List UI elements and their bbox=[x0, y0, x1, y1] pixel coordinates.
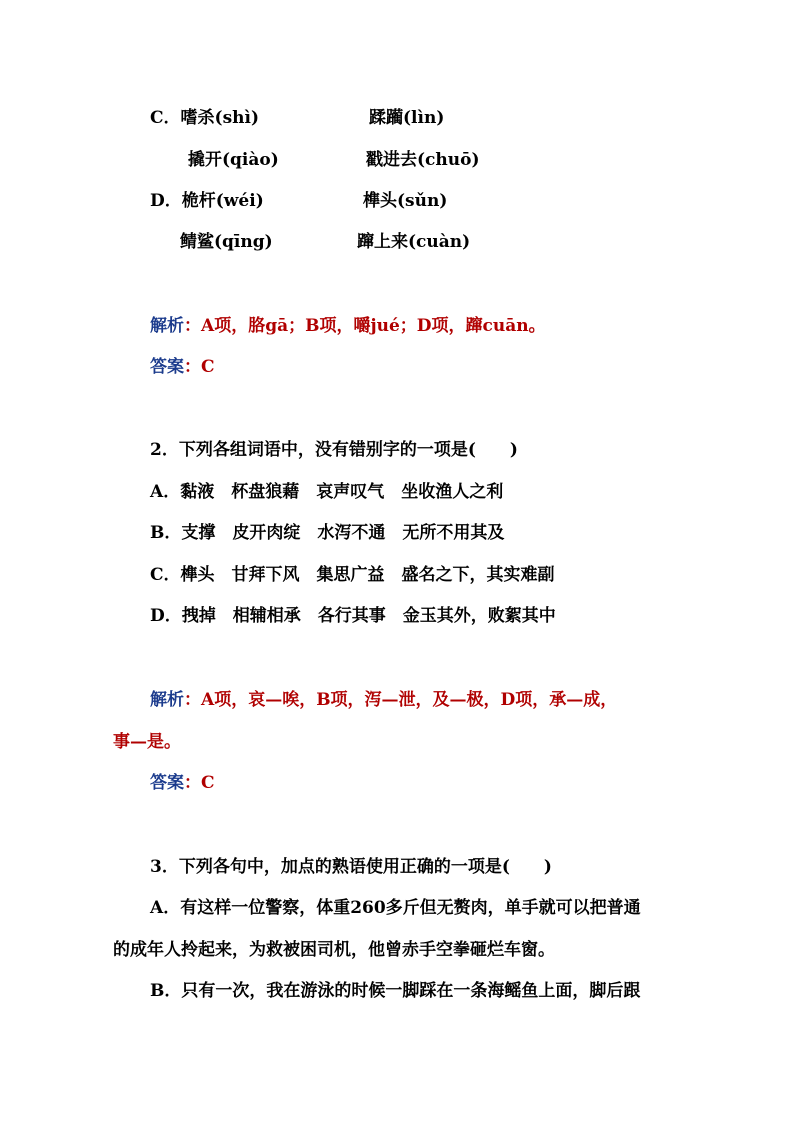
option-c-item2: 蹂躏(lìn) bbox=[369, 108, 445, 128]
q2-answer bbox=[150, 772, 215, 794]
option-d-letter: D． bbox=[150, 191, 182, 211]
q1-analysis-label: 解析 bbox=[150, 316, 184, 336]
option-d-item1: 桅杆(wéi) bbox=[181, 191, 264, 211]
option-d-row-1 bbox=[150, 190, 264, 212]
q2-analysis-label: 解析 bbox=[150, 690, 184, 710]
q1-answer bbox=[150, 356, 215, 378]
q3-option-a-line2: 的成年人拎起来，为救被困司机，他曾赤手空拳砸烂车窗。 bbox=[113, 940, 555, 960]
q1-analysis bbox=[150, 315, 546, 337]
q1-answer-text: ：C bbox=[184, 357, 215, 377]
option-d-item3: 鲭鲨(qīng) bbox=[180, 232, 273, 252]
q2-option-d: D．拽掉 相辅相承 各行其事 金玉其外，败絮其中 bbox=[150, 606, 556, 626]
option-c-letter: C． bbox=[150, 108, 181, 128]
option-c-row-1 bbox=[150, 107, 259, 129]
q2-analysis-line2: 事—是。 bbox=[113, 732, 181, 752]
q1-analysis-text: ：A项，胳gā；B项，嚼jué；D项，蹿cuān。 bbox=[184, 316, 546, 336]
q3-option-a-line1: A．有这样一位警察，体重260多斤但无赘肉，单手就可以把普通 bbox=[150, 898, 641, 918]
q2-stem: 2．下列各组词语中，没有错别字的一项是( ) bbox=[150, 440, 518, 460]
option-c-item4: 戳进去(chuō) bbox=[366, 150, 480, 170]
option-c-item3: 撬开(qiào) bbox=[188, 150, 279, 170]
q2-option-b: B．支撑 皮开肉绽 水泻不通 无所不用其及 bbox=[150, 523, 505, 543]
option-c-item1: 嗜杀(shì) bbox=[180, 108, 260, 128]
q2-analysis-line1 bbox=[150, 689, 617, 711]
q2-answer-label: 答案 bbox=[150, 773, 184, 793]
option-d-item2: 榫头(sǔn) bbox=[363, 191, 448, 211]
q3-option-b-line1: B．只有一次，我在游泳的时候一脚踩在一条海鳐鱼上面，脚后跟 bbox=[150, 981, 641, 1001]
q2-option-c: C．榫头 甘拜下风 集思广益 盛名之下，其实难副 bbox=[150, 565, 555, 585]
q1-answer-label: 答案 bbox=[150, 357, 184, 377]
q3-stem: 3．下列各句中，加点的熟语使用正确的一项是( ) bbox=[150, 857, 552, 877]
option-d-item4: 蹿上来(cuàn) bbox=[357, 232, 471, 252]
q2-answer-text: ：C bbox=[184, 773, 215, 793]
q2-analysis-text1: ：A项，哀—唉，B项，泻—泄，及—极，D项，承—成， bbox=[184, 690, 618, 710]
q2-option-a: A．黏液 杯盘狼藉 哀声叹气 坐收渔人之利 bbox=[150, 482, 504, 502]
